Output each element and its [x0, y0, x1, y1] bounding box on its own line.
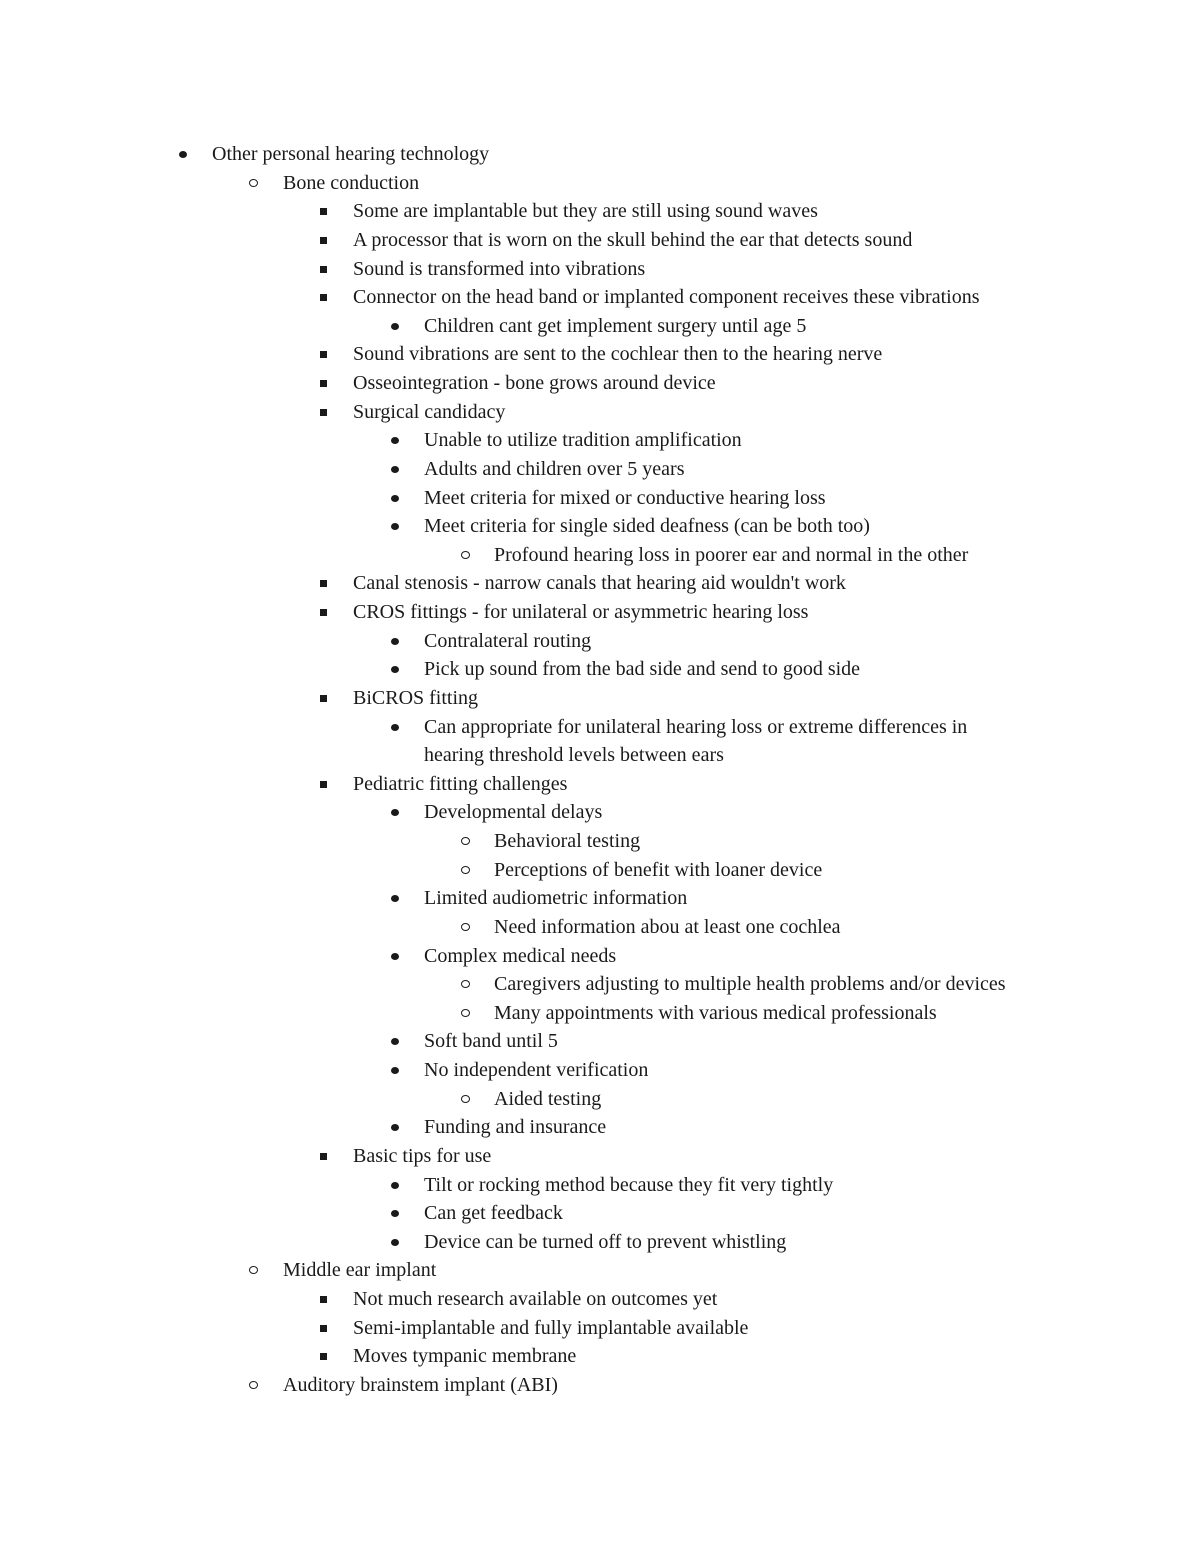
outline-item-level-2: [0, 255, 1200, 284]
disc-bullet-icon: [390, 455, 404, 484]
outline-item-level-3: [0, 426, 1200, 455]
outline-item-text: Behavioral testing: [494, 830, 641, 852]
outline-item-level-2: [0, 283, 1200, 312]
outline-item-text: No independent verification: [424, 1059, 649, 1081]
outline-item-level-4: [0, 913, 1200, 942]
outline-item-text: Middle ear implant: [283, 1259, 437, 1282]
outline-item-text: Perceptions of benefit with loaner device: [494, 858, 823, 881]
outline-item-level-3: [0, 655, 1200, 684]
outline-item-text: CROS fittings - for unilateral or asymmetric hearing loss: [353, 601, 809, 623]
outline-item-level-3: [0, 627, 1200, 656]
outline-item-text: Adults and children over 5 years: [424, 457, 685, 480]
outline-item-level-3: [0, 484, 1200, 513]
outline-item-level-3: [0, 1056, 1200, 1085]
outline-item-text: Other personal hearing technology: [212, 143, 490, 165]
outline-item-text: A processor that is worn on the skull behind the ear that detects sound: [353, 228, 913, 251]
outline-item-text: Caregivers adjusting to multiple health problems and/or devices: [494, 973, 1006, 996]
outline-item-level-4: [0, 1085, 1200, 1114]
outline-item-level-2: [0, 1285, 1200, 1314]
outline-item-level-2: [0, 569, 1200, 598]
outline-item-text: Soft band until 5: [424, 1030, 558, 1053]
disc-bullet-icon: [390, 655, 404, 684]
outline-item-text: Connector on the head band or implanted component receives these vibrations: [353, 286, 980, 309]
outline-item-level-3: [0, 884, 1200, 913]
outline-item-level-4: [0, 541, 1200, 570]
square-bullet-icon: [319, 770, 333, 799]
outline-item-text: Funding and insurance: [424, 1116, 607, 1139]
outline-item-level-1: [0, 1256, 1200, 1285]
outline-item-text: Osseointegration - bone grows around device: [353, 372, 716, 394]
circle-bullet-icon: [460, 541, 474, 570]
outline-item-text: Not much research available on outcomes yet: [353, 1288, 718, 1310]
outline-item-text: Bone conduction: [283, 171, 420, 194]
outline-item-level-3: [0, 455, 1200, 484]
disc-bullet-icon: [390, 942, 404, 971]
square-bullet-icon: [319, 340, 333, 369]
disc-bullet-icon: [390, 713, 404, 742]
square-bullet-icon: [319, 197, 333, 226]
outline-item-level-2: [0, 197, 1200, 226]
outline-item-level-4: [0, 970, 1200, 999]
disc-bullet-icon: [390, 1056, 404, 1085]
circle-bullet-icon: [460, 856, 474, 885]
outline-item-level-1: [0, 1371, 1200, 1400]
disc-bullet-icon: [390, 512, 404, 541]
outline-item-level-3: [0, 1171, 1200, 1200]
outline-item-text: Limited audiometric information: [424, 887, 688, 910]
disc-bullet-icon: [390, 426, 404, 455]
outline-item-level-2: [0, 598, 1200, 627]
disc-bullet-icon: [390, 884, 404, 913]
outline-item-level-2: [0, 1342, 1200, 1371]
square-bullet-icon: [319, 569, 333, 598]
square-bullet-icon: [319, 1314, 333, 1343]
circle-bullet-icon: [460, 827, 474, 856]
circle-bullet-icon: [248, 169, 262, 198]
square-bullet-icon: [319, 684, 333, 713]
square-bullet-icon: [319, 398, 333, 427]
outline-item-level-3: [0, 713, 1200, 742]
disc-bullet-icon: [390, 312, 404, 341]
outline-item-text: Surgical candidacy: [353, 400, 506, 423]
outline-item-text: Profound hearing loss in poorer ear and normal in the other: [494, 543, 969, 566]
outline-item-text: Semi-implantable and fully implantable available: [353, 1316, 749, 1339]
outline-item-level-4: [0, 827, 1200, 856]
circle-bullet-icon: [460, 999, 474, 1028]
outline-item-text: BiCROS fitting: [353, 686, 479, 709]
outline-item-text: Can get feedback: [424, 1202, 563, 1225]
outline-item-level-3: [0, 1199, 1200, 1228]
circle-bullet-icon: [460, 1085, 474, 1114]
outline-item-text: Unable to utilize tradition amplification: [424, 429, 742, 452]
outline-item-level-2: [0, 770, 1200, 799]
outline-item-text: Some are implantable but they are still using sound waves: [353, 200, 818, 223]
outline-item-level-4: [0, 856, 1200, 885]
square-bullet-icon: [319, 1142, 333, 1171]
outline-item-level-4: [0, 999, 1200, 1028]
outline-item-level-3: [0, 1113, 1200, 1142]
outline-item-text: Contralateral routing: [424, 629, 592, 652]
disc-bullet-icon: [390, 1228, 404, 1257]
outline-item-text: hearing threshold levels between ears: [424, 744, 724, 767]
outline-item-text: Sound vibrations are sent to the cochlear then to the hearing nerve: [353, 343, 883, 366]
outline-item-level-2: [0, 684, 1200, 713]
outline-item-text: Need information abou at least one cochlea: [494, 915, 841, 938]
document-page: [0, 140, 1200, 1400]
circle-bullet-icon: [460, 970, 474, 999]
outline-item-text: Developmental delays: [424, 801, 603, 824]
outline-item-text: Complex medical needs: [424, 944, 617, 967]
disc-bullet-icon: [390, 1113, 404, 1142]
circle-bullet-icon: [460, 913, 474, 942]
outline-item-text: Meet criteria for single sided deafness (can be both too): [424, 515, 870, 538]
outline-item-text: Pediatric fitting challenges: [353, 772, 568, 795]
outline-item-text: Moves tympanic membrane: [353, 1345, 577, 1368]
circle-bullet-icon: [248, 1256, 262, 1285]
outline-item-text: Can appropriate for unilateral hearing loss or extreme differences in: [424, 715, 968, 738]
outline-item-level-2: [0, 369, 1200, 398]
circle-bullet-icon: [248, 1371, 262, 1400]
disc-bullet-icon: [390, 1199, 404, 1228]
disc-bullet-icon: [390, 627, 404, 656]
outline-item-level-2: [0, 226, 1200, 255]
outline-item-text: Auditory brainstem implant (ABI): [283, 1373, 558, 1396]
outline-item-level-3: [0, 1027, 1200, 1056]
square-bullet-icon: [319, 1342, 333, 1371]
outline-item-text: Children cant get implement surgery until age 5: [424, 314, 807, 337]
outline-item-text: Basic tips for use: [353, 1144, 492, 1167]
outline-item-text: Device can be turned off to prevent whistling: [424, 1230, 787, 1253]
outline-item-level-2: [0, 398, 1200, 427]
outline-item-level-1: [0, 169, 1200, 198]
disc-bullet-icon: [390, 484, 404, 513]
outline-item-text: Sound is transformed into vibrations: [353, 257, 646, 280]
disc-bullet-icon: [178, 140, 192, 169]
outline-item-text: Meet criteria for mixed or conductive hearing loss: [424, 486, 826, 509]
square-bullet-icon: [319, 598, 333, 627]
outline-item-level-2: [0, 1314, 1200, 1343]
square-bullet-icon: [319, 369, 333, 398]
outline-item-level-0: [0, 140, 1200, 169]
outline-item-text: Aided testing: [494, 1087, 602, 1110]
square-bullet-icon: [319, 283, 333, 312]
outline-item-text: Many appointments with various medical professionals: [494, 1001, 937, 1024]
outline-item-level-2: [0, 1142, 1200, 1171]
outline-item-level-2: [0, 340, 1200, 369]
outline-item-level-3: [0, 312, 1200, 341]
disc-bullet-icon: [390, 1171, 404, 1200]
outline-item-level-3: [0, 798, 1200, 827]
disc-bullet-icon: [390, 1027, 404, 1056]
square-bullet-icon: [319, 1285, 333, 1314]
square-bullet-icon: [319, 255, 333, 284]
outline-item-level-3: [0, 512, 1200, 541]
outline-item-continuation: [0, 741, 1200, 770]
outline-item-level-3: [0, 942, 1200, 971]
outline-item-level-3: [0, 1228, 1200, 1257]
disc-bullet-icon: [390, 798, 404, 827]
square-bullet-icon: [319, 226, 333, 255]
outline-item-text: Canal stenosis - narrow canals that hearing aid wouldn't work: [353, 572, 846, 595]
outline-item-text: Pick up sound from the bad side and send to good side: [424, 658, 861, 681]
outline-item-text: Tilt or rocking method because they fit very tightly: [424, 1173, 834, 1196]
